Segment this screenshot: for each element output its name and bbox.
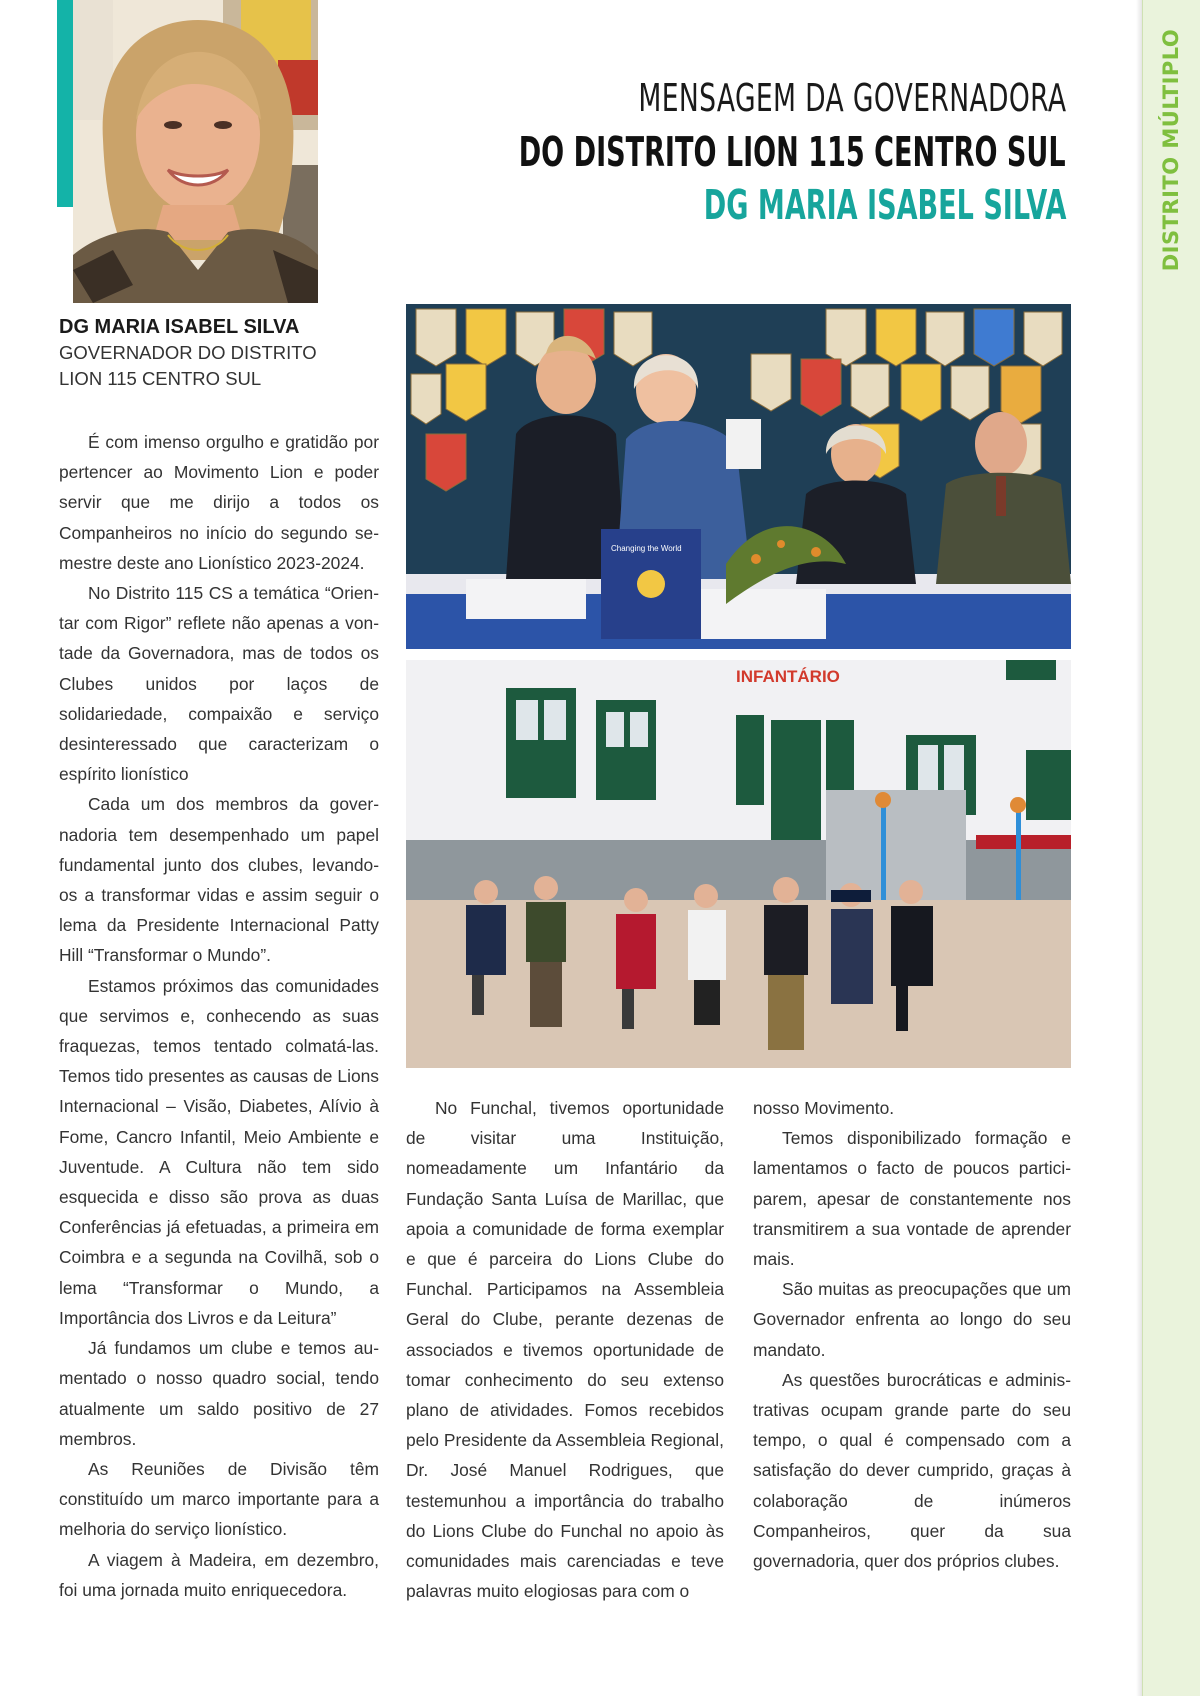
paragraph: É com imenso orgulho e gratidão por pertencer ao Movimento Lion e poder servir que me dirijo a todos os Companheiros no início do segundo semestre deste ano Lionístico 2023-2024. <box>59 432 379 573</box>
governor-portrait <box>73 0 318 303</box>
caption-role-line-2: LION 115 CENTRO SUL <box>59 368 262 389</box>
paragraph: nosso Movimento. <box>753 1098 895 1118</box>
paragraph: São muitas as preocupações que um Governador enfrenta ao longo do seu mandato. <box>753 1279 1071 1360</box>
headline-line-1: MENSAGEM DA GOVERNADORA <box>638 76 1066 120</box>
text-column-left <box>59 427 379 1605</box>
portrait-caption <box>59 314 389 392</box>
building-sign: INFANTÁRIO <box>736 667 840 686</box>
photo-meeting <box>406 304 1071 649</box>
paragraph: Cada um dos membros da governadoria tem desempenhado um papel fundamental junto dos clubes, levando-os a transformar vidas e assim seguir o lema da Presidente Internacional Patty Hill “Transformar o Mundo”. <box>59 794 379 966</box>
photo-infantario <box>406 660 1071 1068</box>
accent-bar <box>57 0 73 207</box>
headline-line-3: DG MARIA ISABEL SILVA <box>703 181 1066 229</box>
paragraph: As questões burocráticas e administrativas ocupam grande parte do seu tempo, o qual é compensado com a satisfação do dever cumprido, graças à colaboração de inúmeros Companheiros, quer da sua governadoria, quer dos próprios clubes. <box>753 1369 1071 1572</box>
paragraph: No Funchal, tivemos oportunidade de visitar uma Instituição, nomeadamente um Infantário da Fundação Santa Luísa de Marillac, que apoia a comunidade de forma exemplar e que é parceira do Lions Clube do Funchal. Participamos na Assembleia Geral do Clube, perante dezenas de associados e tivemos oportunidade de tomar conhecimento do seu extenso plano de atividades. Fomos recebidos pelo Presidente da Assembleia Regional, Dr. José Manuel Rodrigues, que testemunhou a importância do trabalho do Lions Clube do Funchal no apoio às comunidades mais carenciadas e teve palavras muito elogiosas para com o <box>406 1098 724 1602</box>
paragraph: Já fundamos um clube e temos aumentado o nosso quadro social, tendo atualmente um saldo positivo de 27 membros. <box>59 1338 379 1449</box>
paragraph: Estamos próximos das comunidades que servimos e, conhecendo as suas fraquezas, temos tentado colmatá-las. Temos tido presentes as causas de Lions Internacional – Visão, Diabetes, Alívio à Fome, Cancro Infantil, Meio Ambiente e Juventude. A Cultura não tem sido esquecida e disso são prova as duas Conferências já efetuadas, a primeira em Coimbra e a segunda na Covilhã, sob o lema “Transformar o Mundo, a Importância dos Livros e da Leitura” <box>59 975 379 1328</box>
banner-text: Changing the World <box>611 544 682 553</box>
text-column-right <box>753 1093 1071 1576</box>
paragraph: Temos disponibilizado formação e lamentamos o facto de poucos participarem, apesar de constantemente nos transmitirem a sua vontade de aprender mais. <box>753 1128 1071 1270</box>
section-label: DISTRITO MÚLTIPLO <box>1159 28 1183 272</box>
paragraph: No Distrito 115 CS a temática “Orientar com Rigor” reflete não apenas a vontade da Governadora, mas de todos os Clubes unidos por laços de solidariedade, compaixão e serviço desinteressado que caracterizam o espírito lionístico <box>59 583 379 785</box>
caption-role-line-1: GOVERNADOR DO DISTRITO <box>59 342 317 363</box>
paragraph: As Reuniões de Divisão têm constituído um marco importante para a melhoria do serviço lionístico. <box>59 1458 379 1540</box>
headline-line-2: DO DISTRITO LION 115 CENTRO SUL <box>519 128 1066 176</box>
caption-name: DG MARIA ISABEL SILVA <box>59 316 300 338</box>
paragraph: A viagem à Madeira, em dezembro, foi uma jornada muito enriquecedora. <box>59 1549 379 1600</box>
text-column-middle <box>406 1093 724 1606</box>
